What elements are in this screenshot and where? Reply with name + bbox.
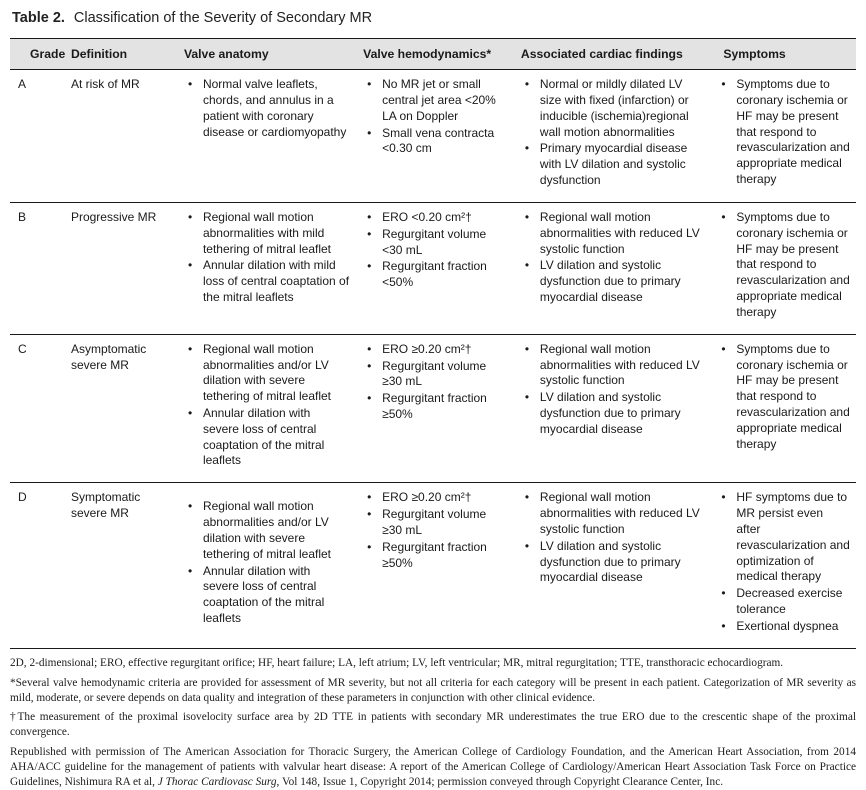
table-row-grade-C xyxy=(10,334,856,483)
column-header-grade: Grade xyxy=(30,47,66,61)
symptoms-cell xyxy=(709,483,856,648)
grade-cell: D xyxy=(10,483,63,648)
bullet-item: • Annular dilation with mild loss of central coaptation of the mitral leaflets xyxy=(188,258,349,305)
bullet-list xyxy=(521,490,703,586)
bullet-item: • Symptoms due to coronary ischemia or HF may be present that respond to revascularization and appropriate medical therapy xyxy=(721,210,850,321)
bullet-list xyxy=(184,210,349,306)
bullet-list xyxy=(717,490,850,634)
table-header-row xyxy=(10,39,856,70)
valve-hemodynamics-cell xyxy=(355,202,513,334)
valve-anatomy-cell xyxy=(176,483,355,648)
bullet-item: • Regional wall motion abnormalities and/or LV dilation with severe tethering of mitral leaflet xyxy=(188,342,349,405)
bullet-item: • Regurgitant volume <30 mL xyxy=(367,227,507,259)
bullet-list xyxy=(521,342,703,438)
table-caption: Classification of the Severity of Secondary MR xyxy=(73,10,373,26)
bullet-list xyxy=(521,210,703,306)
bullet-list xyxy=(184,342,349,470)
bullet-item: • Annular dilation with severe loss of central coaptation of the mitral leaflets xyxy=(188,406,349,469)
bullet-list xyxy=(184,77,349,140)
cardiac-findings-cell xyxy=(513,334,709,483)
bullet-item: • LV dilation and systolic dysfunction due to primary myocardial disease xyxy=(525,258,703,305)
valve-anatomy-cell xyxy=(176,70,355,203)
bullet-item: • Regurgitant fraction ≥50% xyxy=(367,391,507,423)
severity-table xyxy=(10,38,856,649)
definition-cell: Symptomatic severe MR xyxy=(63,483,176,648)
valve-anatomy-cell xyxy=(176,334,355,483)
bullet-item: • Regurgitant volume ≥30 mL xyxy=(367,359,507,391)
bullet-list xyxy=(521,77,703,189)
bullet-item: • Normal valve leaflets, chords, and annulus in a patient with coronary disease or cardiomyopathy xyxy=(188,77,349,140)
bullet-list xyxy=(717,342,850,453)
footnote-credit-tail: , Vol 148, Issue 1, Copyright 2014; permission conveyed through Copyright Clearance Center, Inc. xyxy=(276,776,724,789)
bullet-item: • Decreased exercise tolerance xyxy=(721,586,850,618)
bullet-item: • Annular dilation with severe loss of central coaptation of the mitral leaflets xyxy=(188,564,349,627)
table-row-grade-D xyxy=(10,483,856,648)
bullet-item: • Regional wall motion abnormalities with reduced LV systolic function xyxy=(525,490,703,537)
bullet-item: • Primary myocardial disease with LV dilation and systolic dysfunction xyxy=(525,141,703,188)
symptoms-cell xyxy=(709,70,856,203)
valve-hemodynamics-cell xyxy=(355,334,513,483)
grade-cell: B xyxy=(10,202,63,334)
footnote-dagger: †The measurement of the proximal isovelocity surface area by 2D TTE in patients with secondary MR underestimates the true ERO due to the crescentic shape of the proximal convergence. xyxy=(10,711,856,739)
bullet-item: • Exertional dyspnea xyxy=(721,619,850,635)
footnote-asterisk: *Several valve hemodynamic criteria are provided for assessment of MR severity, but not all criteria for each category will be present in each patient. Categorization of MR severity as mild, moderate, or severe depends on data quality and integration of these parameters in conjunction with other clinical evidence. xyxy=(10,676,856,704)
bullet-item: • Regurgitant volume ≥30 mL xyxy=(367,507,507,539)
bullet-item: • Regurgitant fraction <50% xyxy=(367,259,507,291)
definition-cell: Progressive MR xyxy=(63,202,176,334)
bullet-item: • LV dilation and systolic dysfunction due to primary myocardial disease xyxy=(525,390,703,437)
bullet-item: • Small vena contracta <0.30 cm xyxy=(367,126,507,158)
bullet-item: • Symptoms due to coronary ischemia or HF may be present that respond to revascularization and appropriate medical therapy xyxy=(721,77,850,188)
table-body xyxy=(10,70,856,649)
valve-hemodynamics-cell xyxy=(355,483,513,648)
bullet-item: • Symptoms due to coronary ischemia or HF may be present that respond to revascularization and appropriate medical therapy xyxy=(721,342,850,453)
definition-cell: At risk of MR xyxy=(63,70,176,203)
column-header-valve-hemodynamics: Valve hemodynamics* xyxy=(363,47,492,61)
footnote-abbreviations: 2D, 2-dimensional; ERO, effective regurgitant orifice; HF, heart failure; LA, left atrium; LV, left ventricular; MR, mitral regurgitation; TTE, transthoracic echocardiogram. xyxy=(10,656,784,669)
column-header-cardiac-findings: Associated cardiac findings xyxy=(520,47,683,61)
table-number: Table 2. xyxy=(12,10,65,26)
table-title xyxy=(12,10,856,26)
bullet-item: • Regional wall motion abnormalities and/or LV dilation with severe tethering of mitral leaflet xyxy=(188,499,349,562)
bullet-list xyxy=(717,77,850,188)
definition-cell: Asymptomatic severe MR xyxy=(63,334,176,483)
bullet-item: • Normal or mildly dilated LV size with fixed (infarction) or inducible (ischemia)regional wall motion abnormalities xyxy=(525,77,703,140)
cardiac-findings-cell xyxy=(513,202,709,334)
bullet-list xyxy=(717,210,850,321)
bullet-list xyxy=(363,77,507,157)
table-row-grade-B xyxy=(10,202,856,334)
bullet-list xyxy=(184,490,349,627)
bullet-list xyxy=(363,490,507,571)
footnote-credit xyxy=(10,745,856,790)
cardiac-findings-cell xyxy=(513,70,709,203)
column-header-definition: Definition xyxy=(70,47,128,61)
table-row-grade-A xyxy=(10,70,856,203)
valve-hemodynamics-cell xyxy=(355,70,513,203)
symptoms-cell xyxy=(709,202,856,334)
journal-name: J Thorac Cardiovasc Surg xyxy=(157,776,277,789)
footnote-credit-text: Republished with permission of The American Association for Thoracic Surgery, the American College of Cardiology Foundation, and the American Heart Association, from 2014 AHA/ACC guideline for the management of patients with valvular heart disease: A report of the American College of Cardiology/American Heart Association Task Force on Practice Guidelines, Nishimura RA et al, xyxy=(10,746,856,789)
bullet-item: • HF symptoms due to MR persist even after revascularization and optimization of medical therapy xyxy=(721,490,850,585)
bullet-item: • Regional wall motion abnormalities with reduced LV systolic function xyxy=(525,210,703,257)
bullet-item: • ERO <0.20 cm²† xyxy=(367,210,507,226)
column-header-symptoms: Symptoms xyxy=(723,47,786,61)
grade-cell: A xyxy=(10,70,63,203)
bullet-item: • LV dilation and systolic dysfunction due to primary myocardial disease xyxy=(525,539,703,586)
bullet-item: • ERO ≥0.20 cm²† xyxy=(367,342,507,358)
bullet-item: • Regurgitant fraction ≥50% xyxy=(367,540,507,572)
valve-anatomy-cell xyxy=(176,202,355,334)
cardiac-findings-cell xyxy=(513,483,709,648)
bullet-item: • ERO ≥0.20 cm²† xyxy=(367,490,507,506)
symptoms-cell xyxy=(709,334,856,483)
bullet-list xyxy=(363,210,507,291)
grade-cell: C xyxy=(10,334,63,483)
bullet-item: • Regional wall motion abnormalities with mild tethering of mitral leaflet xyxy=(188,210,349,257)
column-header-valve-anatomy: Valve anatomy xyxy=(183,47,269,61)
bullet-item: • Regional wall motion abnormalities with reduced LV systolic function xyxy=(525,342,703,389)
bullet-item: • No MR jet or small central jet area <20% LA on Doppler xyxy=(367,77,507,124)
bullet-list xyxy=(363,342,507,423)
